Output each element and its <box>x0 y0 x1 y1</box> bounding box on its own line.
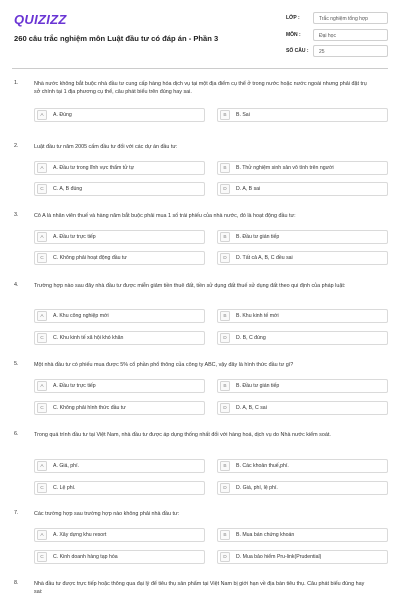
meta-panel <box>286 12 388 62</box>
question-number: 3. <box>14 212 19 218</box>
question-number: 5. <box>14 361 19 367</box>
option-a[interactable] <box>34 379 205 393</box>
question-text: Trường hợp nào sau đây nhà đầu tư được miễn giảm tiền thuê đất, tiền sử dụng đất thuế sử dụng đất theo qui định của pháp luật: <box>34 283 346 289</box>
option-text: B. Thử nghiệm sinh sản vô tính trên người <box>236 165 334 171</box>
option-text: C. Lệ phí. <box>53 485 76 491</box>
header-divider <box>12 68 388 69</box>
question-text: Luật đầu tư năm 2005 cấm đầu tư đối với các dự án đầu tư: <box>34 144 178 150</box>
option-letter: C <box>37 552 47 562</box>
option-letter: A <box>37 163 47 173</box>
option-text: B. Khu kinh tế mới <box>236 313 279 319</box>
question-number: 8. <box>14 580 19 586</box>
option-letter: A <box>37 110 47 120</box>
option-letter: A <box>37 381 47 391</box>
meta-value: 25 <box>313 45 388 57</box>
option-a[interactable] <box>34 309 205 323</box>
question-text: Nhà nước không bắt buộc nhà đầu tư cung cấp hàng hóa dịch vụ tại một địa điểm cụ thể ở trong nước hoặc nước ngoài nhưng phải đặt trụ sở chính tại 1 địa phương cụ thể, câu phát biểu trên đúng hay sai. <box>34 81 367 96</box>
option-d[interactable] <box>217 401 388 415</box>
question-number: 6. <box>14 431 19 437</box>
option-c[interactable] <box>34 401 205 415</box>
option-letter: B <box>220 311 230 321</box>
option-letter: B <box>220 530 230 540</box>
question-text: Nhà đầu tư được trực tiếp hoặc thông qua đại lý để tiêu thụ sản phẩm tại Việt Nam bị giới hạn về địa bàn tiêu thụ. Câu phát biểu đúng hay sai: <box>34 581 365 596</box>
option-letter: B <box>220 163 230 173</box>
option-letter: D <box>220 552 230 562</box>
option-letter: B <box>220 110 230 120</box>
option-letter: B <box>220 461 230 471</box>
option-text: B. Sai <box>236 112 250 118</box>
option-letter: A <box>37 311 47 321</box>
option-a[interactable] <box>34 528 205 542</box>
option-text: A. Giá, phí. <box>53 463 79 469</box>
question-number: 7. <box>14 510 19 516</box>
option-letter: C <box>37 184 47 194</box>
option-text: C. Khu kinh tế xã hội khó khăn <box>53 335 124 341</box>
option-a[interactable] <box>34 108 205 122</box>
option-text: D. Mua bảo hiểm Pru-link(Prudential) <box>236 554 322 560</box>
option-c[interactable] <box>34 550 205 564</box>
meta-label: MÔN : <box>286 31 301 38</box>
option-text: A. Đầu tư trong lĩnh vực thẩm tử tự <box>53 165 135 171</box>
option-b[interactable] <box>217 230 388 244</box>
meta-label: SỐ CÂU : <box>286 48 309 54</box>
option-d[interactable] <box>217 331 388 345</box>
option-text: B. Các khoản thuế,phí. <box>236 463 289 469</box>
option-text: B. Mua bán chứng khoán <box>236 532 295 538</box>
option-c[interactable] <box>34 182 205 196</box>
page-title: 260 câu trắc nghiệm môn Luật đầu tư có đáp án - Phần 3 <box>14 34 219 43</box>
option-text: C. Không phải hình thức đầu tư <box>53 405 126 411</box>
meta-value: Trắc nghiệm tổng hợp <box>313 12 388 24</box>
option-letter: D <box>220 333 230 343</box>
option-text: A. Khu công nghiệp mới <box>53 313 109 319</box>
meta-row-count <box>286 45 388 57</box>
option-text: B. Đầu tư gián tiếp <box>236 383 280 389</box>
option-text: C. Không phải hoạt động đầu tư <box>53 255 127 261</box>
option-letter: C <box>37 253 47 263</box>
option-b[interactable] <box>217 528 388 542</box>
option-text: C. Kinh doanh hàng tạp hóa <box>53 554 118 560</box>
option-letter: C <box>37 483 47 493</box>
option-letter: D <box>220 403 230 413</box>
option-d[interactable] <box>217 481 388 495</box>
option-letter: C <box>37 403 47 413</box>
option-b[interactable] <box>217 161 388 175</box>
option-text: D. A, B, C sai <box>236 405 267 411</box>
meta-label: LỚP : <box>286 15 300 21</box>
option-letter: D <box>220 184 230 194</box>
option-c[interactable] <box>34 481 205 495</box>
question-text: Trong quá trình đầu tư tại Việt Nam, nhà đầu tư được áp dụng thống nhất đối với hàng hoá, dịch vụ do Nhà nước kiểm soát. <box>34 432 331 438</box>
option-a[interactable] <box>34 459 205 473</box>
option-letter: B <box>220 232 230 242</box>
question-number: 1. <box>14 80 19 86</box>
meta-row-class <box>286 12 388 24</box>
question-text: Các trường hợp sau trường hợp nào không phải nhà đầu tư: <box>34 511 180 517</box>
quizizz-logo: QUIZIZZ <box>14 12 67 27</box>
option-c[interactable] <box>34 251 205 265</box>
option-text: D. Giá, phí, lệ phí. <box>236 485 278 491</box>
option-letter: A <box>37 461 47 471</box>
meta-row-subject <box>286 29 388 41</box>
option-text: D. A, B sai <box>236 186 261 192</box>
option-d[interactable] <box>217 251 388 265</box>
meta-value: Đại học <box>313 29 388 41</box>
question-number: 2. <box>14 143 19 149</box>
option-text: A. Xây dựng khu resort <box>53 532 107 538</box>
option-c[interactable] <box>34 331 205 345</box>
question-text: Một nhà đầu tư có phiếu mua được 5% cổ phần phổ thông của công ty ABC, vậy đây là hình thức đầu tư gì? <box>34 362 294 368</box>
option-text: A. Đúng <box>53 112 72 118</box>
option-b[interactable] <box>217 459 388 473</box>
option-d[interactable] <box>217 182 388 196</box>
option-text: D. Tất cả A, B, C đều sai <box>236 255 293 261</box>
option-d[interactable] <box>217 550 388 564</box>
option-text: D. B, C đúng <box>236 335 266 341</box>
option-letter: A <box>37 530 47 540</box>
option-letter: D <box>220 253 230 263</box>
option-b[interactable] <box>217 108 388 122</box>
question-text: Cô A là nhân viên thuế và hàng năm bắt buộc phải mua 1 số trái phiếu của nhà nước, đó là hoạt động đầu tư: <box>34 213 296 219</box>
question-number: 4. <box>14 282 19 288</box>
option-letter: B <box>220 381 230 391</box>
option-letter: D <box>220 483 230 493</box>
option-a[interactable] <box>34 230 205 244</box>
option-text: A. Đầu tư trực tiếp <box>53 383 96 389</box>
option-a[interactable] <box>34 161 205 175</box>
option-b[interactable] <box>217 379 388 393</box>
option-b[interactable] <box>217 309 388 323</box>
option-text: C. A, B đúng <box>53 186 83 192</box>
option-letter: C <box>37 333 47 343</box>
option-letter: A <box>37 232 47 242</box>
option-text: A. Đầu tư trực tiếp <box>53 234 96 240</box>
option-text: B. Đầu tư gián tiếp <box>236 234 280 240</box>
